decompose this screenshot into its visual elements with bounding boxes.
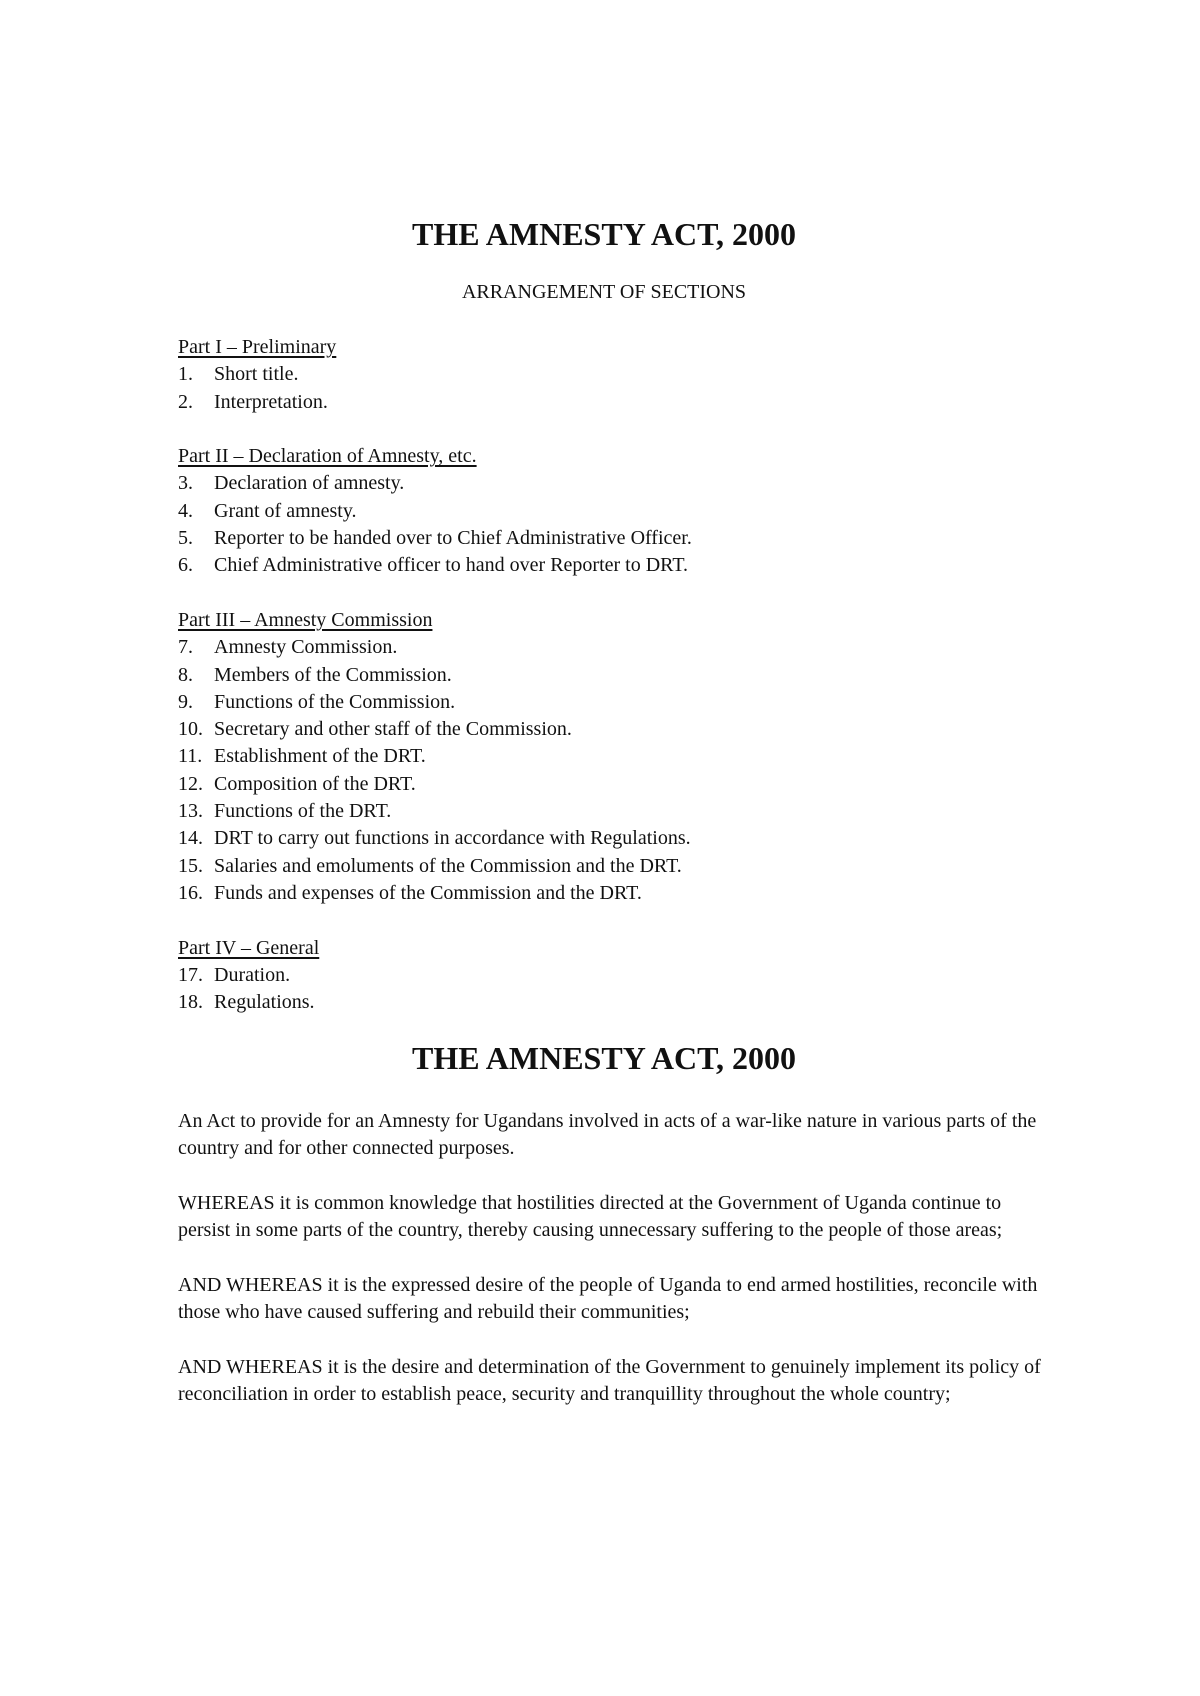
section-number: 10. <box>178 718 203 741</box>
preamble <box>178 1108 1058 1436</box>
toc-part <box>178 607 1058 907</box>
part-heading: Part II – Declaration of Amnesty, etc. <box>178 445 477 468</box>
act-title: THE AMNESTY ACT, 2000 <box>411 1040 797 1076</box>
section-title: Members of the Commission. <box>214 663 452 686</box>
section-number: 11. <box>178 745 203 768</box>
toc-item <box>178 798 1058 825</box>
toc-item <box>178 989 1058 1016</box>
toc-part <box>178 935 1058 1017</box>
section-title: Establishment of the DRT. <box>214 745 426 768</box>
section-number: 5. <box>178 527 193 550</box>
toc-item <box>178 771 1058 798</box>
toc-item <box>178 634 1058 661</box>
part-heading: Part I – Preliminary <box>178 336 337 358</box>
section-title: Salaries and emoluments of the Commission and the DRT. <box>214 854 682 877</box>
section-title: Duration. <box>214 963 291 986</box>
section-title: Amnesty Commission. <box>214 636 398 659</box>
section-title: Functions of the Commission. <box>214 690 456 713</box>
toc-item <box>178 689 1058 716</box>
document-title: THE AMNESTY ACT, 2000 <box>411 216 797 252</box>
section-number: 12. <box>178 772 203 795</box>
section-number: 13. <box>178 800 203 823</box>
section-title: Regulations. <box>214 991 315 1014</box>
whereas-paragraph: WHEREAS it is common knowledge that hostilities directed at the Government of Uganda continue to persist in some parts of the country, thereby causing unnecessary suffering to the people of those areas; <box>178 1191 1003 1242</box>
section-number: 16. <box>178 881 203 904</box>
section-number: 18. <box>178 991 203 1014</box>
section-title: Reporter to be handed over to Chief Administrative Officer. <box>214 527 692 550</box>
arrangement-heading: ARRANGEMENT OF SECTIONS <box>461 281 747 303</box>
section-number: 17. <box>178 963 203 986</box>
toc-item <box>178 662 1058 689</box>
part-heading: Part III – Amnesty Commission <box>178 608 433 631</box>
section-number: 7. <box>178 636 193 659</box>
section-number: 15. <box>178 854 203 877</box>
section-number: 4. <box>178 499 193 522</box>
toc-item <box>178 552 1058 579</box>
toc-item <box>178 743 1058 770</box>
section-number: 1. <box>178 363 193 386</box>
section-title: Declaration of amnesty. <box>214 472 405 495</box>
toc-item <box>178 470 1058 497</box>
whereas-paragraph: AND WHEREAS it is the expressed desire of the people of Uganda to end armed hostilities, reconcile with those who have caused suffering and rebuild their communities; <box>178 1273 1038 1324</box>
section-title: Short title. <box>214 363 299 386</box>
toc-item <box>178 498 1058 525</box>
section-title: DRT to carry out functions in accordance with Regulations. <box>214 827 691 850</box>
section-title: Functions of the DRT. <box>214 800 392 823</box>
toc-item <box>178 962 1058 989</box>
section-title: Interpretation. <box>214 390 328 413</box>
toc-item <box>178 389 1058 416</box>
table-of-contents <box>178 334 1058 1044</box>
section-number: 8. <box>178 663 193 686</box>
section-number: 14. <box>178 827 203 850</box>
part-heading: Part IV – General <box>178 936 320 959</box>
toc-item <box>178 825 1058 852</box>
toc-item <box>178 525 1058 552</box>
section-number: 2. <box>178 390 193 413</box>
section-title: Secretary and other staff of the Commission. <box>214 718 572 741</box>
section-number: 6. <box>178 554 193 577</box>
toc-item <box>178 716 1058 743</box>
toc-item <box>178 880 1058 907</box>
section-title: Composition of the DRT. <box>214 772 416 795</box>
section-title: Funds and expenses of the Commission and the DRT. <box>214 881 642 904</box>
long-title-paragraph: An Act to provide for an Amnesty for Ugandans involved in acts of a war-like nature in various parts of the country and for other connected purposes. <box>178 1110 1037 1160</box>
toc-item <box>178 853 1058 880</box>
toc-item <box>178 361 1058 388</box>
section-title: Chief Administrative officer to hand over Reporter to DRT. <box>214 554 689 577</box>
whereas-paragraph: AND WHEREAS it is the desire and determination of the Government to genuinely implement its policy of reconciliation in order to establish peace, security and tranquillity throughout the whole country; <box>178 1355 1041 1405</box>
toc-part <box>178 334 1058 416</box>
section-title: Grant of amnesty. <box>214 499 357 522</box>
section-number: 9. <box>178 690 193 713</box>
section-number: 3. <box>178 472 193 495</box>
toc-part <box>178 443 1058 579</box>
